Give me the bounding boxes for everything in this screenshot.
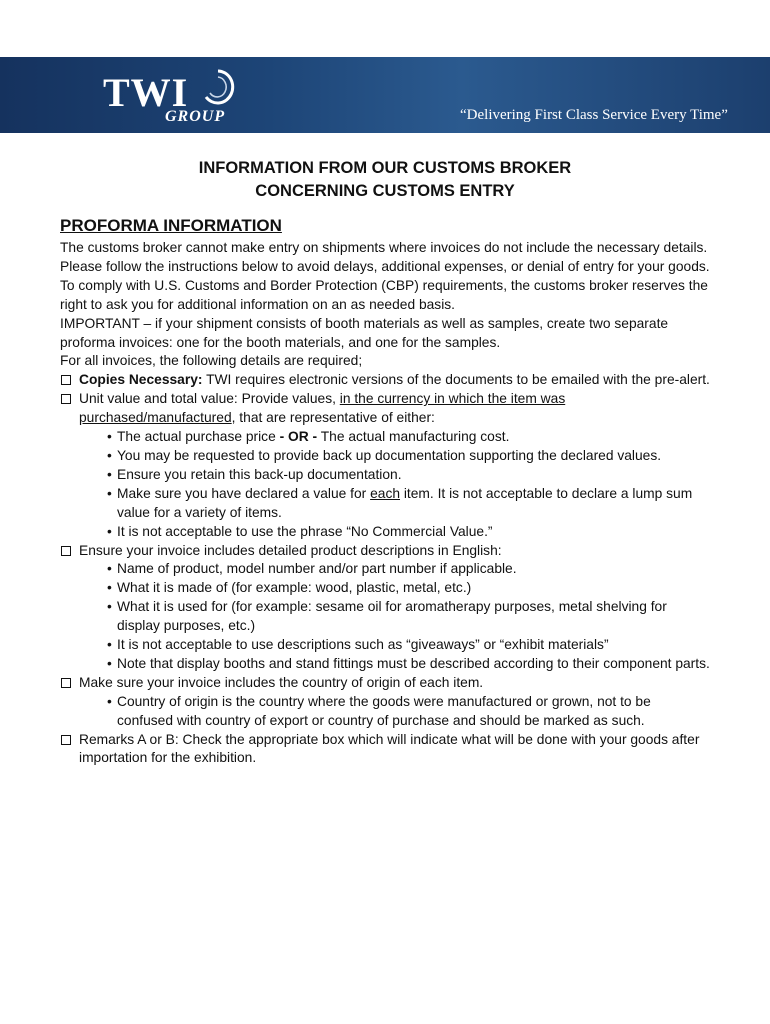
bullet-icon: • (107, 429, 112, 445)
intro-paragraph: The customs broker cannot make entry on shipments where invoices do not include the necessary details. Please follow the instructions below to avoid delays, additional expenses, or denial of entry for your goods. To comply with U.S. Customs and Border Protection (CBP) requirements, the customs broker reserves the right to ask you for additional information on an as needed basis. (60, 240, 710, 312)
title-line-2: CONCERNING CUSTOMS ENTRY (255, 182, 515, 200)
origin-text: Make sure your invoice includes the country of origin of each item. (79, 674, 484, 690)
bullet-text: Name of product, model number and/or part number if applicable. (117, 561, 517, 577)
bullet-icon: • (107, 580, 112, 596)
title-line-1: INFORMATION FROM OUR CUSTOMS BROKER (198, 159, 572, 177)
descriptions-text: Ensure your invoice includes detailed product descriptions in English: (79, 542, 502, 558)
bullet-icon: • (107, 523, 112, 539)
tagline: “Delivering First Class Service Every Time” (460, 107, 728, 123)
bullet-icon: • (107, 466, 112, 482)
copies-label: Copies Necessary: (79, 372, 203, 388)
bullet-text: The actual purchase price (117, 429, 280, 445)
section-heading: PROFORMA INFORMATION (60, 216, 282, 235)
bullet-text: It is not acceptable to use descriptions such as “giveaways” or “exhibit materials” (117, 637, 609, 653)
currency-underlined-text: in the currency in which the item was purchased/manufactured (79, 391, 566, 426)
bullet-icon: • (107, 561, 112, 577)
bullet-icon: • (107, 485, 112, 501)
unit-value-text-end: , that are representative of either: (231, 410, 435, 426)
logo-swirl-icon (201, 67, 235, 107)
bullet-icon: • (107, 447, 112, 463)
bullet-item (60, 655, 710, 674)
bullet-item (60, 447, 710, 466)
bullet-item (60, 485, 710, 523)
document-title (0, 157, 770, 203)
bullet-text: Country of origin is the country where the goods were manufactured or grown, not to be confused with country of export or country of purchase and should be marked as such. (117, 693, 651, 728)
bullet-text: Make sure you have declared a value for (117, 485, 371, 501)
bullet-icon: • (107, 693, 112, 709)
logo-text: TWI (103, 70, 189, 115)
bullet-text: Ensure you retain this back-up documentation. (117, 466, 402, 482)
bullet-item (60, 466, 710, 485)
bullet-item (60, 636, 710, 655)
unit-value-text: Unit value and total value: Provide values, (79, 391, 340, 407)
checkbox-icon (61, 735, 71, 745)
bullet-bold-text: - OR - (279, 429, 318, 445)
checklist-item-copies (60, 371, 710, 390)
bullet-text: What it is used for (for example: sesame oil for aromatherapy purposes, metal shelving for display purposes, etc.) (117, 599, 667, 634)
bullet-item (60, 693, 710, 731)
checkbox-icon (61, 546, 71, 556)
copies-text: TWI requires electronic versions of the documents to be emailed with the pre-alert. (202, 372, 710, 388)
bullet-text: It is not acceptable to use the phrase “No Commercial Value.” (117, 523, 493, 539)
bullet-text: You may be requested to provide back up documentation supporting the declared values. (117, 447, 662, 463)
requirements-lead: For all invoices, the following details are required; (60, 353, 363, 369)
checklist-item-origin (60, 674, 710, 693)
checkbox-icon (61, 678, 71, 688)
bullet-item (60, 579, 710, 598)
bullet-text: item. It is not acceptable to declare a lump sum value for a variety of items. (117, 485, 693, 520)
important-paragraph: IMPORTANT – if your shipment consists of booth materials as well as samples, create two separate proforma invoices: one for the booth materials, and one for the samples. (60, 315, 669, 350)
bullet-item (60, 428, 710, 447)
bullet-item (60, 523, 710, 542)
header-banner (0, 57, 770, 133)
checkbox-icon (61, 375, 71, 385)
remarks-text: Remarks A or B: Check the appropriate box which will indicate what will be done with your goods after importation for the exhibition. (79, 731, 700, 766)
bullet-text: Note that display booths and stand fittings must be described according to their component parts. (117, 655, 710, 671)
bullet-item (60, 560, 710, 579)
checklist-item-descriptions (60, 542, 710, 561)
bullet-icon: • (107, 655, 112, 671)
bullet-item (60, 598, 710, 636)
logo-subtext: GROUP (165, 108, 226, 125)
checklist-item-remarks (60, 731, 710, 769)
bullet-underlined-text: each (370, 485, 401, 501)
checkbox-icon (61, 394, 71, 404)
checklist-item-unit-value (60, 390, 710, 428)
bullet-text: The actual manufacturing cost. (317, 429, 510, 445)
bullet-text: What it is made of (for example: wood, plastic, metal, etc.) (117, 580, 472, 596)
bullet-icon: • (107, 637, 112, 653)
bullet-icon: • (107, 599, 112, 615)
document-body (60, 239, 710, 768)
